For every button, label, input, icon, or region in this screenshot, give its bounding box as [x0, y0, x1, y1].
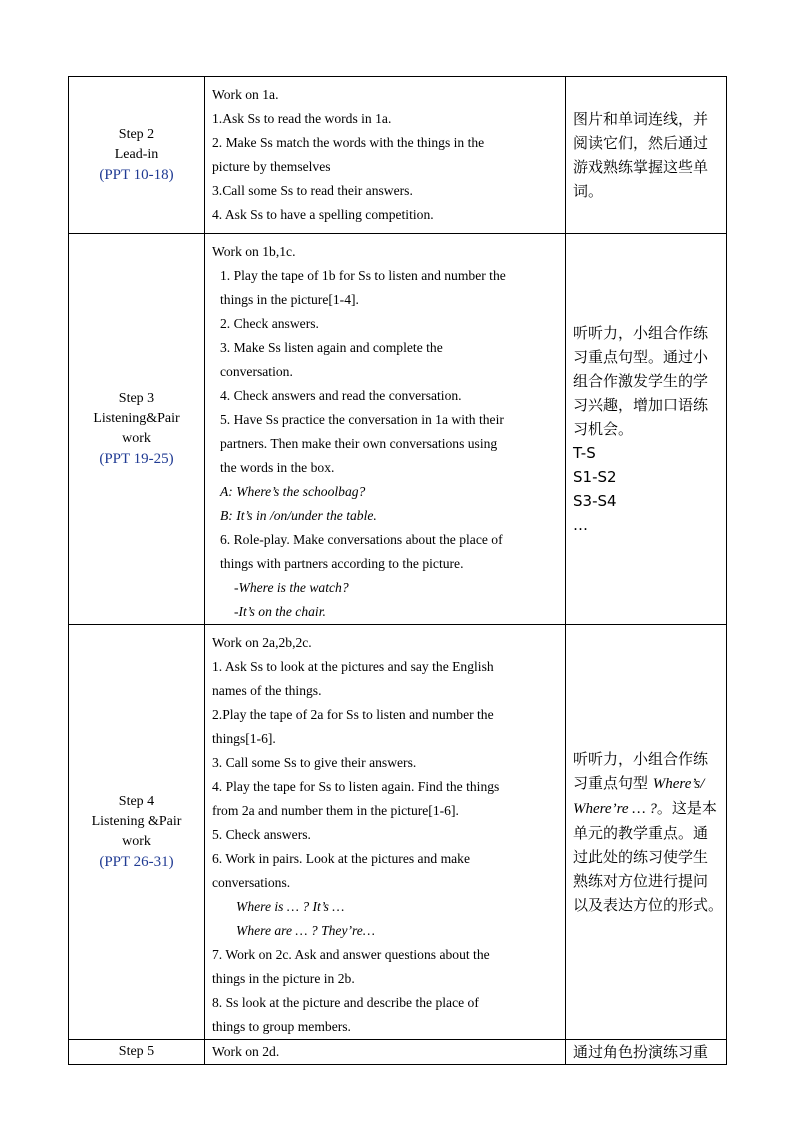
note-line: 单元的教学重点。通 — [573, 824, 709, 842]
procedure-line: 4. Ask Ss to have a spelling competition. — [212, 207, 434, 222]
procedure-line: 6. Work in pairs. Look at the pictures and make — [212, 851, 471, 866]
notes-cell — [566, 625, 727, 1040]
lesson-plan-table — [68, 76, 727, 1065]
procedure-line: 3.Call some Ss to read their answers. — [212, 183, 413, 198]
procedure-line: names of the things. — [212, 683, 322, 698]
stage-label-cont: work — [122, 431, 151, 446]
note-line: 过此处的练习使学生 — [573, 848, 709, 866]
notes-cell — [566, 234, 727, 625]
procedure-cell — [205, 77, 566, 234]
procedure-line: from 2a and number them in the picture[1-6]. — [212, 803, 459, 818]
note-line: 阅读它们，然后通过 — [573, 134, 709, 152]
step-cell — [69, 625, 205, 1040]
procedure-line: Work on 2d. — [212, 1044, 280, 1059]
note-text: 习重点句型 — [573, 774, 653, 792]
stage-label-cont: work — [122, 834, 151, 849]
procedure-cell — [205, 625, 566, 1040]
procedure-line: picture by themselves — [212, 159, 331, 174]
note-line: 熟练对方位进行提问 — [573, 872, 709, 890]
dialogue-line: Where are … ? They’re… — [236, 923, 375, 938]
note-line — [573, 771, 720, 796]
ppt-range: (PPT 10-18) — [99, 167, 174, 183]
step-2-row — [69, 77, 727, 234]
procedure-line: 4. Check answers and read the conversation. — [220, 388, 462, 403]
step-cell — [69, 77, 205, 234]
procedure-line: Work on 1b,1c. — [212, 244, 296, 259]
procedure-line: 1. Ask Ss to look at the pictures and say the English — [212, 659, 494, 674]
note-line: 习重点句型。通过小 — [573, 348, 709, 366]
dialogue-line: Where is … ? It’s … — [236, 899, 345, 914]
procedure-line: 3. Make Ss listen again and complete the — [220, 340, 443, 355]
step-3-row — [69, 234, 727, 625]
stage-label: Listening&Pair — [93, 411, 180, 426]
notes-cell — [566, 77, 727, 234]
procedure-line: things in the picture in 2b. — [212, 971, 355, 986]
note-line: T-S — [573, 444, 596, 462]
procedure-line: Work on 2a,2b,2c. — [212, 635, 312, 650]
procedure-line: 2. Check answers. — [220, 316, 319, 331]
note-line: 听听力，小组合作练 — [573, 750, 709, 768]
dialogue-line: -It’s on the chair. — [234, 604, 326, 619]
notes-cell — [566, 1040, 727, 1065]
procedure-line: conversation. — [220, 364, 293, 379]
step-label: Step 5 — [118, 1044, 155, 1059]
procedure-line: things with partners according to the picture. — [220, 556, 464, 571]
procedure-line: 5. Have Ss practice the conversation in 1a with their — [220, 412, 504, 427]
procedure-cell — [205, 234, 566, 625]
procedure-line: 5. Check answers. — [212, 827, 311, 842]
procedure-line: partners. Then make their own conversations using — [220, 436, 498, 451]
note-line: 组合作激发学生的学 — [573, 372, 709, 390]
note-pattern: Where’s/ — [652, 776, 705, 792]
step-5-row — [69, 1040, 727, 1065]
ppt-range: (PPT 26-31) — [99, 854, 174, 870]
note-line: 听听力，小组合作练 — [573, 324, 709, 342]
procedure-line: 2. Make Ss match the words with the things in the — [212, 135, 485, 150]
step-label: Step 3 — [118, 391, 155, 406]
procedure-line: 4. Play the tape for Ss to listen again. Find the things — [212, 779, 500, 794]
procedure-line: Work on 1a. — [212, 87, 279, 102]
note-line: S3-S4 — [573, 492, 617, 510]
ppt-range: (PPT 19-25) — [99, 451, 174, 467]
procedure-line: 2.Play the tape of 2a for Ss to listen and number the — [212, 707, 494, 722]
note-line: 词。 — [573, 182, 604, 200]
note-line: 图片和单词连线，并 — [573, 110, 709, 128]
procedure-line: 3. Call some Ss to give their answers. — [212, 755, 417, 770]
procedure-line: 1.Ask Ss to read the words in 1a. — [212, 111, 392, 126]
note-pattern: Where’re … ? — [573, 801, 657, 817]
procedure-line: 8. Ss look at the picture and describe the place of — [212, 995, 479, 1010]
procedure-line: 6. Role-play. Make conversations about the place of — [220, 532, 503, 547]
stage-label: Listening &Pair — [91, 814, 182, 829]
procedure-line: things to group members. — [212, 1019, 351, 1034]
note-line — [573, 796, 720, 821]
procedure-line: 7. Work on 2c. Ask and answer questions about the — [212, 947, 490, 962]
note-line: 习兴趣，增加口语练 — [573, 396, 709, 414]
note-line: 通过角色扮演练习重 — [573, 1043, 709, 1061]
procedure-line: things[1-6]. — [212, 731, 276, 746]
note-text: 。这是本 — [656, 799, 717, 817]
step-label: Step 4 — [118, 794, 155, 809]
step-cell — [69, 234, 205, 625]
step-4-row — [69, 625, 727, 1040]
dialogue-line: B: It’s in /on/under the table. — [220, 508, 377, 523]
note-line: 习机会。 — [573, 420, 634, 438]
procedure-line: conversations. — [212, 875, 291, 890]
note-line: S1-S2 — [573, 468, 617, 486]
procedure-line: the words in the box. — [220, 460, 335, 475]
dialogue-line: -Where is the watch? — [234, 580, 349, 595]
step-cell — [69, 1040, 205, 1065]
note-line: … — [573, 516, 588, 534]
procedure-line: things in the picture[1-4]. — [220, 292, 359, 307]
stage-label: Lead-in — [114, 147, 159, 162]
dialogue-line: A: Where’s the schoolbag? — [220, 484, 366, 499]
note-line: 以及表达方位的形式。 — [573, 896, 724, 914]
procedure-cell — [205, 1040, 566, 1065]
note-line: 游戏熟练掌握这些单 — [573, 158, 709, 176]
procedure-line: 1. Play the tape of 1b for Ss to listen and number the — [220, 268, 506, 283]
step-label: Step 2 — [118, 127, 155, 142]
